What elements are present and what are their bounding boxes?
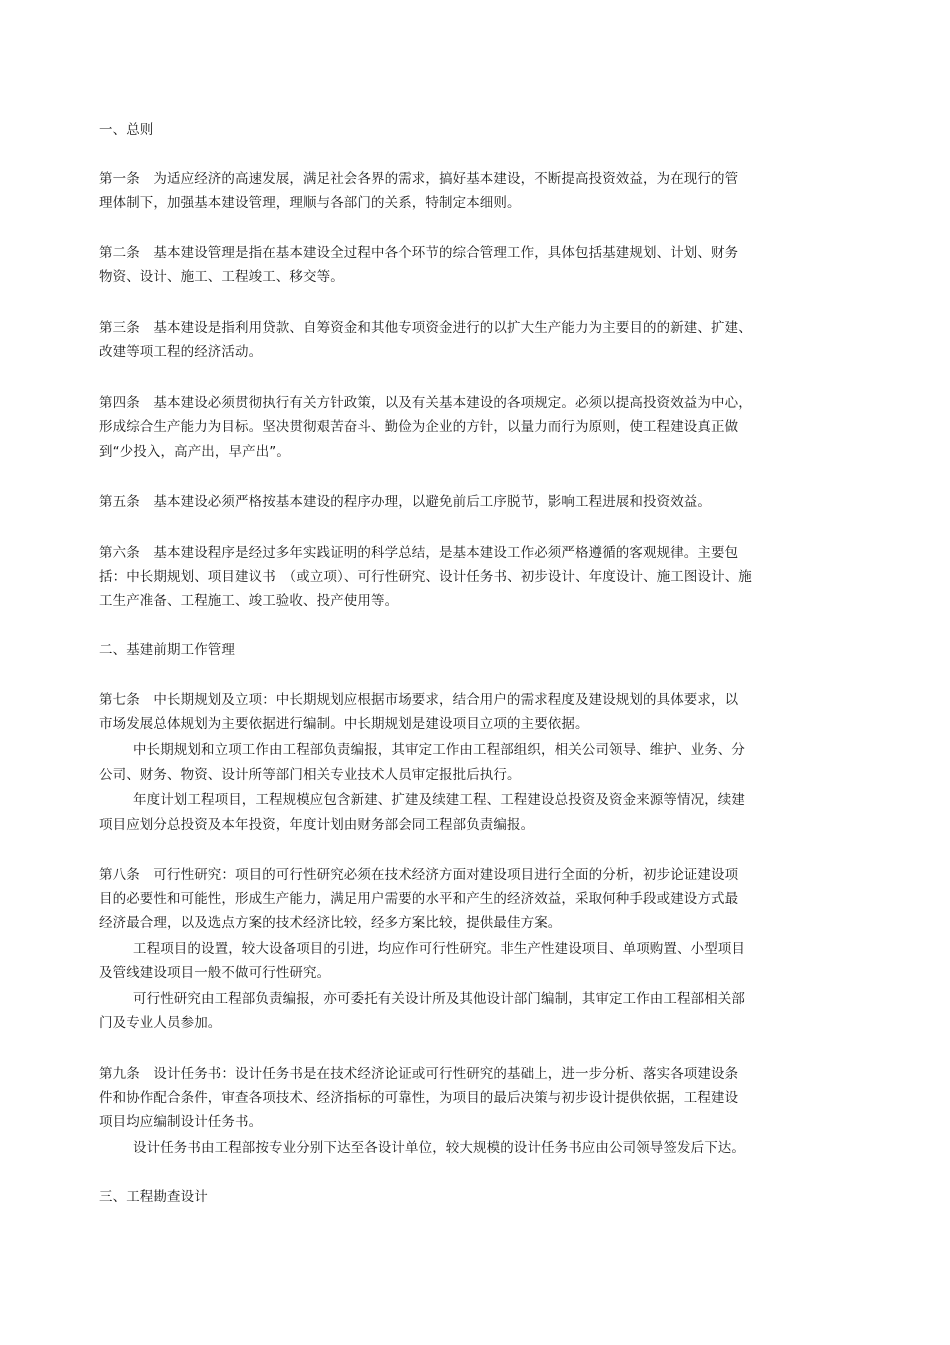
paragraph-line: 年度计划工程项目，工程规模应包含新建、扩建及续建工程、工程建设总投资及资金来源等情况，续建: [133, 792, 745, 808]
article-line: 第一条 为适应经济的高速发展，满足社会各界的需求，搞好基本建设，不断提高投资效益，为在现行的管: [99, 171, 739, 187]
article-line: 第六条 基本建设程序是经过多年实践证明的科学总结，是基本建设工作必须严格遵循的客观规律。主要包: [99, 545, 739, 561]
section-heading: 三、工程勘查设计: [99, 1189, 208, 1205]
paragraph-line: 可行性研究由工程部负责编报，亦可委托有关设计所及其他设计部门编制，其审定工作由工程部相关部: [133, 991, 745, 1007]
article-line: 第九条 设计任务书：设计任务书是在技术经济论证或可行性研究的基础上，进一步分析、落实各项建设条: [99, 1066, 739, 1082]
article-line: 市场发展总体规划为主要依据进行编制。中长期规划是建设项目立项的主要依据。: [99, 716, 589, 732]
article-line: 目的必要性和可能性，形成生产能力，满足用户需要的水平和产生的经济效益，采取何种手段或建设方式最: [99, 891, 739, 907]
article-line: 第七条 中长期规划及立项：中长期规划应根据市场要求，结合用户的需求程度及建设规划的具体要求，以: [99, 692, 739, 708]
article-line: 工生产准备、工程施工、竣工验收、投产使用等。: [99, 593, 399, 609]
article-line: 第五条 基本建设必须严格按基本建设的程序办理，以避免前后工序脱节，影响工程进展和投资效益。: [99, 494, 711, 510]
article-line: 第八条 可行性研究：项目的可行性研究必须在技术经济方面对建设项目进行全面的分析，初步论证建设项: [99, 867, 739, 883]
section-heading: 二、基建前期工作管理: [99, 642, 235, 658]
paragraph-line: 中长期规划和立项工作由工程部负责编报，其审定工作由工程部组织，相关公司领导、维护、业务、分: [133, 742, 745, 758]
article-line: 到“少投入，高产出，早产出”。: [99, 444, 290, 460]
paragraph-line: 工程项目的设置，较大设备项目的引进，均应作可行性研究。非生产性建设项目、单项购置、小型项目: [133, 941, 745, 957]
section-heading: 一、总则: [99, 122, 154, 138]
article-line: 改建等项工程的经济活动。: [99, 344, 263, 360]
article-line: 件和协作配合条件，审查各项技术、经济指标的可靠性，为项目的最后决策与初步设计提供依据，工程建设: [99, 1090, 739, 1106]
article-line: 括：中长期规划、项目建议书 （或立项）、可行性研究、设计任务书、初步设计、年度设计、施工图设计、施: [99, 569, 752, 585]
paragraph-line: 项目应划分总投资及本年投资，年度计划由财务部会同工程部负责编报。: [99, 817, 535, 833]
article-line: 第二条 基本建设管理是指在基本建设全过程中各个环节的综合管理工作，具体包括基建规划、计划、财务: [99, 245, 739, 261]
article-line: 第三条 基本建设是指利用贷款、自筹资金和其他专项资金进行的以扩大生产能力为主要目的的新建、扩建、: [99, 320, 752, 336]
article-line: 物资、设计、施工、工程竣工、移交等。: [99, 269, 344, 285]
article-line: 第四条 基本建设必须贯彻执行有关方针政策，以及有关基本建设的各项规定。必须以提高投资效益为中心，: [99, 395, 752, 411]
paragraph-line: 及管线建设项目一般不做可行性研究。: [99, 965, 331, 981]
article-line: 项目均应编制设计任务书。: [99, 1114, 263, 1130]
article-line: 经济最合理，以及选点方案的技术经济比较，经多方案比较，提供最佳方案。: [99, 915, 562, 931]
article-line: 形成综合生产能力为目标。坚决贯彻艰苦奋斗、勤俭为企业的方针，以量力而行为原则，使工程建设真正做: [99, 419, 739, 435]
paragraph-line: 公司、财务、物资、设计所等部门相关专业技术人员审定报批后执行。: [99, 767, 521, 783]
paragraph-line: 门及专业人员参加。: [99, 1015, 222, 1031]
paragraph-line: 设计任务书由工程部按专业分别下达至各设计单位，较大规模的设计任务书应由公司领导签发后下达。: [133, 1140, 745, 1156]
article-line: 理体制下，加强基本建设管理，理顺与各部门的关系，特制定本细则。: [99, 195, 521, 211]
